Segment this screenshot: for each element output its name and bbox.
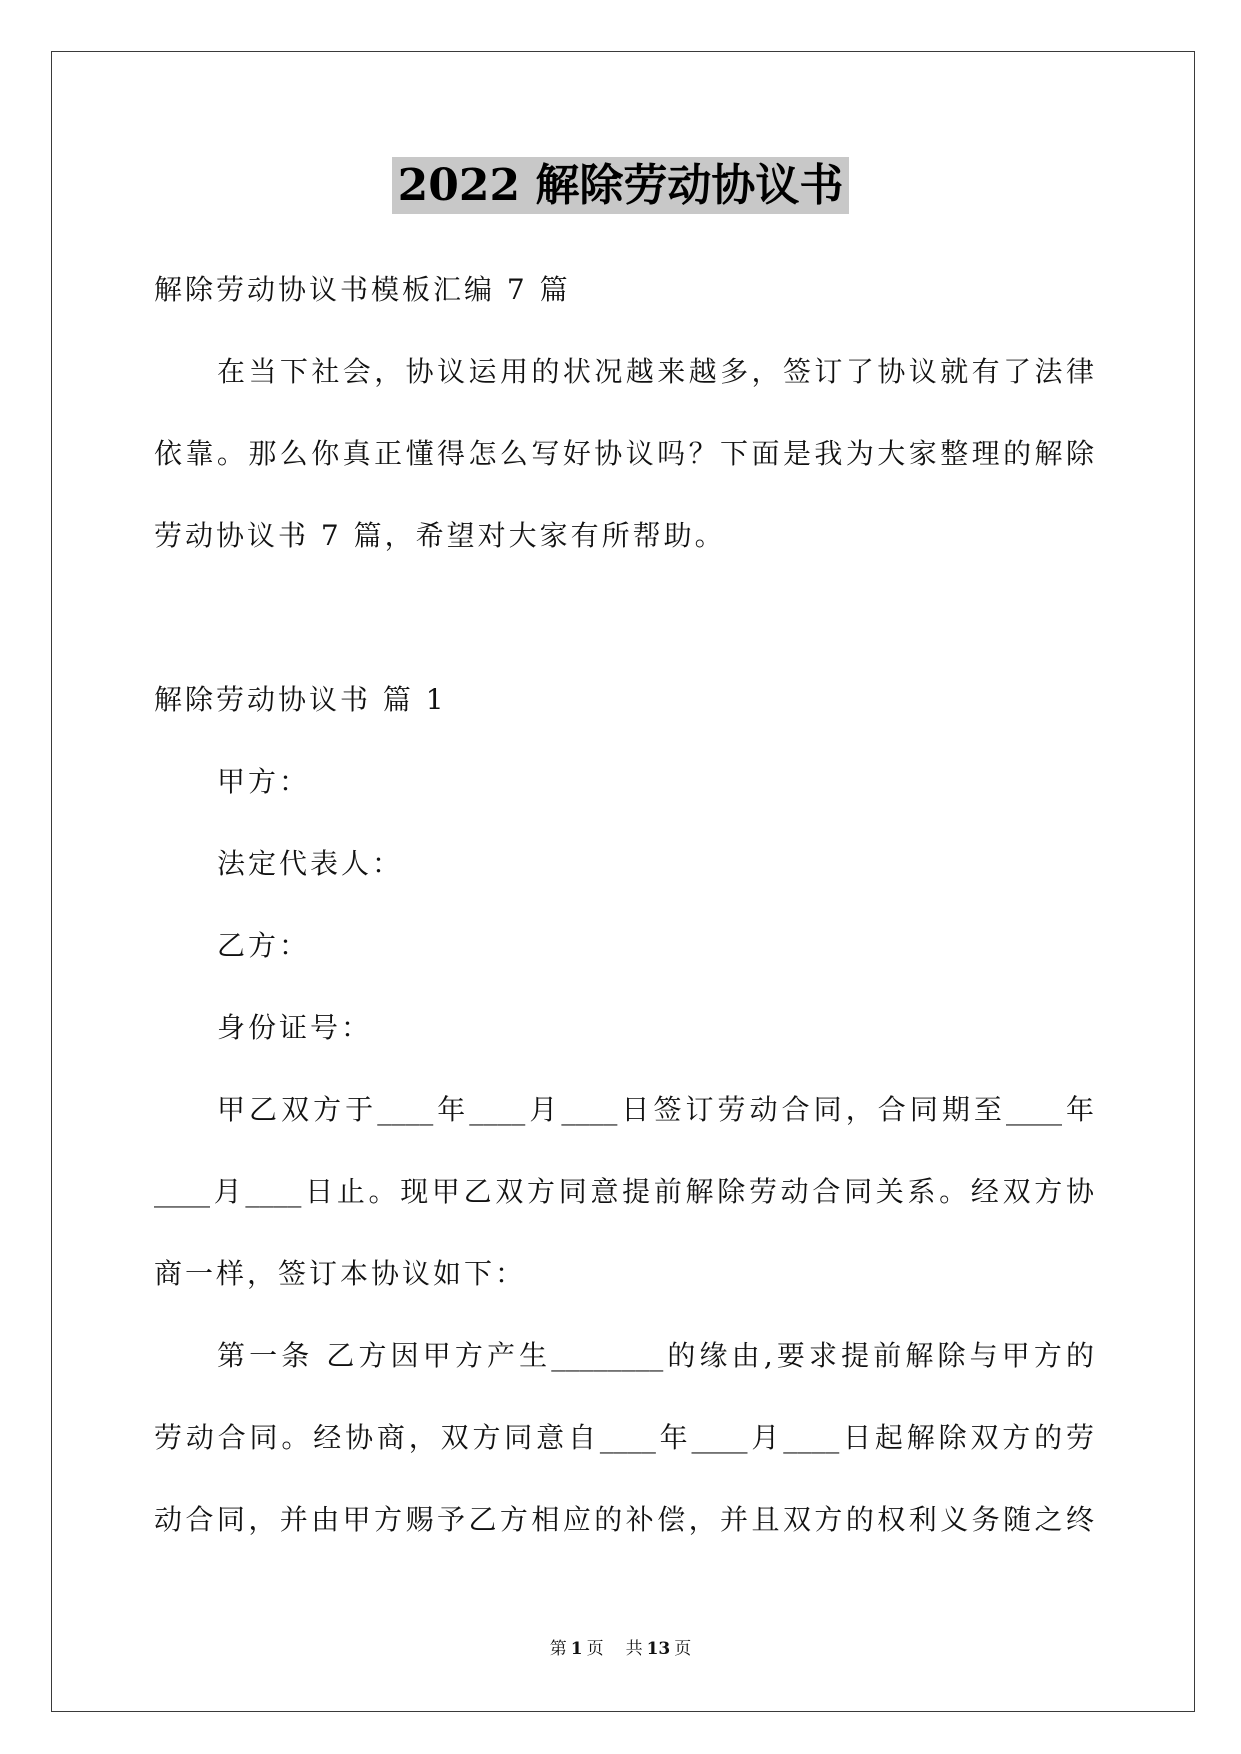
- paragraph-spacer: [154, 577, 1094, 659]
- total-unit: 页: [674, 1639, 692, 1659]
- preamble-line: 商一样，签订本协议如下：: [154, 1257, 527, 1290]
- intro-line: 依靠。那么你真正懂得怎么写好协议吗？下面是我为大家整理的解除: [154, 437, 1094, 470]
- article-heading: 解除劳动协议书 篇 1: [154, 683, 447, 716]
- party-a-field: 甲方：: [217, 765, 311, 798]
- clause-1-line: 第一条 乙方因甲方产生________的缘由,要求提前解除与甲方的: [217, 1339, 1094, 1372]
- preamble-line: 甲乙双方于____年____月____日签订劳动合同，合同期至____年: [217, 1093, 1094, 1126]
- clause-1-line: 动合同，并由甲方赐予乙方相应的补偿，并且双方的权利义务随之终: [154, 1503, 1094, 1536]
- current-page-number: 1: [570, 1639, 583, 1659]
- clause-1-line: 劳动合同。经协商，双方同意自____年____月____日起解除双方的劳: [154, 1421, 1094, 1454]
- total-pages-number: 13: [646, 1639, 671, 1659]
- collection-title: 解除劳动协议书模板汇编 7 篇: [154, 273, 571, 306]
- id-number-field: 身份证号：: [217, 1011, 373, 1044]
- party-b-field: 乙方：: [217, 929, 311, 962]
- legal-representative-field: 法定代表人：: [217, 847, 404, 880]
- page-footer: [0, 1637, 1241, 1661]
- preamble-line: ____月____日止。现甲乙双方同意提前解除劳动合同关系。经双方协: [154, 1175, 1094, 1208]
- intro-line: 劳动协议书 7 篇，希望对大家有所帮助。: [154, 519, 726, 552]
- page-unit: 页: [586, 1639, 604, 1659]
- page-word: 第: [549, 1639, 567, 1659]
- title-block: [0, 157, 1241, 214]
- intro-line: 在当下社会，协议运用的状况越来越多，签订了协议就有了法律: [217, 355, 1094, 388]
- document-title: 2022 解除劳动协议书: [392, 157, 850, 214]
- document-body: [154, 249, 1094, 1561]
- total-word: 共: [625, 1639, 643, 1659]
